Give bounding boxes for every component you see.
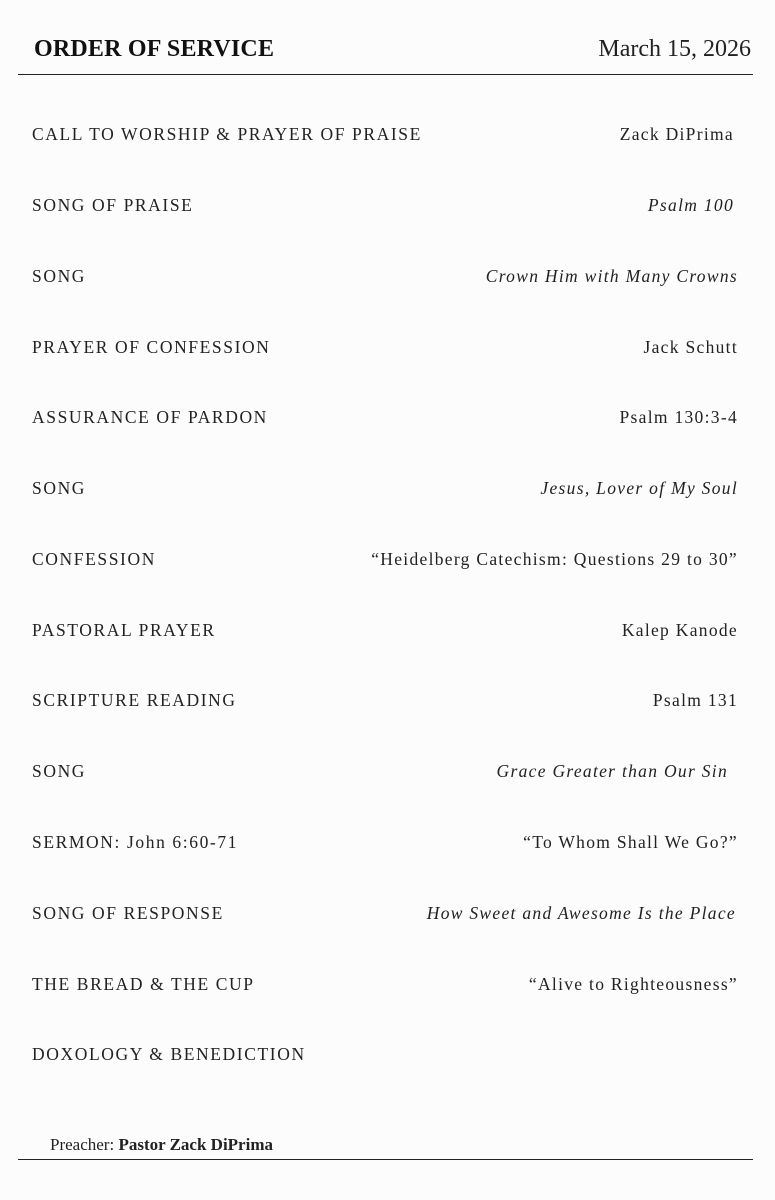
page-footer (18, 1132, 753, 1160)
list-item (32, 124, 738, 154)
item-label: THE BREAD & THE CUP (32, 974, 255, 994)
list-item (32, 761, 738, 791)
item-label: CONFESSION (32, 549, 156, 569)
item-detail: How Sweet and Awesome Is the Place (426, 903, 736, 923)
list-item (32, 690, 738, 720)
item-detail: Zack DiPrima (619, 124, 734, 144)
item-label: ASSURANCE OF PARDON (32, 407, 268, 427)
item-detail: “Alive to Righteousness” (528, 974, 738, 994)
item-detail: Kalep Kanode (621, 620, 738, 640)
list-item (32, 832, 738, 862)
list-item (32, 974, 738, 1004)
list-item (32, 549, 738, 579)
list-item (32, 903, 738, 933)
list-item (32, 195, 738, 225)
item-detail: Psalm 131 (652, 690, 738, 710)
list-item (32, 337, 738, 367)
list-item (32, 620, 738, 650)
item-label: SONG OF RESPONSE (32, 903, 224, 923)
preacher-label: Preacher: (50, 1135, 115, 1154)
page-title: ORDER OF SERVICE (34, 36, 275, 62)
item-label: SONG (32, 761, 87, 781)
item-label: DOXOLOGY & BENEDICTION (32, 1044, 306, 1064)
item-label: SONG (32, 266, 87, 286)
item-detail: “To Whom Shall We Go?” (523, 832, 738, 852)
item-detail: Psalm 130:3-4 (619, 407, 738, 427)
item-detail: Grace Greater than Our Sin (496, 761, 728, 781)
item-label: SERMON: John 6:60-71 (32, 832, 239, 852)
preacher-credit (50, 1135, 273, 1155)
item-label: SONG (32, 478, 87, 498)
item-detail: Jack Schutt (643, 337, 738, 357)
item-detail: Jesus, Lover of My Soul (540, 478, 738, 498)
service-date: March 15, 2026 (598, 36, 751, 62)
item-label: CALL TO WORSHIP & PRAYER OF PRAISE (32, 124, 422, 144)
list-item (32, 1044, 738, 1074)
item-detail: Psalm 100 (647, 195, 734, 215)
item-label: PRAYER OF CONFESSION (32, 337, 271, 357)
list-item (32, 266, 738, 296)
preacher-name: Pastor Zack DiPrima (118, 1135, 273, 1154)
item-detail: “Heidelberg Catechism: Questions 29 to 30” (371, 549, 738, 569)
item-label: SONG OF PRAISE (32, 195, 194, 215)
list-item (32, 407, 738, 437)
item-label: PASTORAL PRAYER (32, 620, 216, 640)
list-item (32, 478, 738, 508)
item-label: SCRIPTURE READING (32, 690, 237, 710)
item-detail: Crown Him with Many Crowns (485, 266, 738, 286)
